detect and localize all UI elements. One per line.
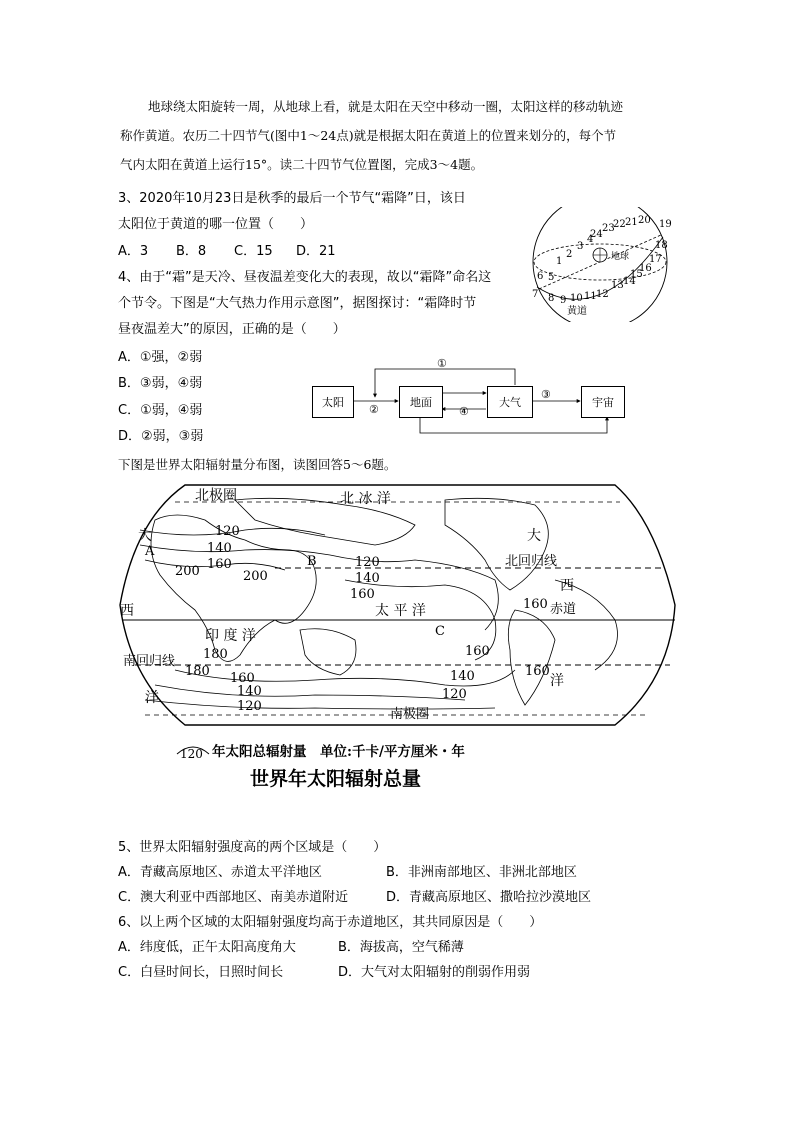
q3-option-a: A．3 [118,244,149,259]
q5-option-d: D．青藏高原地区、撒哈拉沙漠地区 [386,890,592,905]
intro-line-2: 称作黄道。农历二十四节气(图中1～24点)就是根据太阳在黄道上的位置来划分的，每个节 [120,128,617,143]
term-10: 10 [570,293,583,304]
point-a-label: A [145,544,155,559]
term-9: 9 [560,295,567,306]
term-18: 18 [655,240,668,251]
intro-line-3: 气内太阳在黄道上运行15°。读二十四节气位置图，完成3～4题。 [120,157,484,172]
term-17: 17 [649,254,662,265]
term-5: 5 [548,272,555,283]
arrow-label-2: ② [369,403,379,416]
continent-da-left: 大 [138,528,152,544]
arrow-label-1: ① [437,357,447,370]
term-20: 20 [638,215,651,226]
term-24: 24 [590,229,603,240]
ground-box: 地面 [399,386,443,418]
xi-right-label: 西 [560,578,574,594]
point-c-label: C [435,624,445,639]
indian-ocean-label: 印 度 洋 [205,628,256,644]
term-7: 7 [532,289,539,300]
isoline-200-b: 200 [243,569,268,584]
intro-line-1: 地球绕太阳旋转一周，从地球上看，就是太阳在天空中移动一圈，太阳这样的移动轨迹 [148,99,624,114]
term-21: 21 [625,217,638,228]
term-14: 14 [623,276,636,287]
q4-option-a: A．①强，②弱 [118,350,203,365]
universe-box: 宇宙 [581,386,625,418]
isoline-140-a: 140 [207,541,232,556]
antarctic-circle-label: 南极圈 [390,707,430,722]
term-22: 22 [613,219,626,230]
isoline-180-a: 180 [203,647,228,662]
term-16: 16 [639,263,652,274]
continent-da-right: 大 [527,528,541,544]
q3-stem-line-1: 3、2020年10月23日是秋季的最后一个节气“霜降”日，该日 [118,191,466,206]
arrow-label-3: ③ [541,388,551,401]
q5-stem: 5、世界太阳辐射强度高的两个区域是（ ） [118,840,387,855]
isoline-160-e: 160 [525,664,550,679]
earth-label: 地球 [611,252,630,262]
q4-stem-line-2: 个节令。下图是“大气热力作用示意图”，据图探讨：“霜降时节 [118,296,477,311]
q6-option-d: D．大气对太阳辐射的削弱作用弱 [338,965,531,980]
isoline-120-c: 120 [237,699,262,714]
term-11: 11 [584,291,597,302]
q3-option-d: D．21 [296,244,336,259]
q4-option-c: C．①弱，④弱 [118,403,203,418]
q5-option-c: C．澳大利亚中西部地区、南美赤道附近 [118,890,349,905]
isoline-120-d: 120 [442,687,467,702]
q3-option-b: B．8 [176,244,207,259]
q5-option-b: B．非洲南部地区、非洲北部地区 [386,865,577,880]
q6-option-a: A．纬度低，正午太阳高度角大 [118,940,296,955]
term-4: 4 [587,234,594,245]
q6-stem: 6、以上两个区域的太阳辐射强度均高于赤道地区，其共同原因是（ ） [118,915,543,930]
map-intro: 下图是世界太阳辐射量分布图，读图回答5～6题。 [118,457,397,472]
term-19: 19 [659,219,672,230]
isoline-200-a: 200 [175,564,200,579]
q4-option-d: D．②弱，③弱 [118,429,204,444]
map-legend-text: 年太阳总辐射量 单位:千卡/平方厘米・年 [212,744,465,760]
legend-isoline-icon [175,740,211,760]
q6-option-c: C．白昼时间长，日照时间长 [118,965,284,980]
term-23: 23 [602,223,615,234]
q5-option-a: A．青藏高原地区、赤道太平洋地区 [118,865,322,880]
ocean-yang-right: 洋 [550,673,564,689]
isoline-160-f: 160 [523,597,548,612]
isoline-140-c: 140 [237,684,262,699]
term-3: 3 [577,241,584,252]
tropic-capricorn-label: 南回归线 [123,654,176,669]
term-1: 1 [556,256,563,267]
isoline-120-b: 120 [355,555,380,570]
term-12: 12 [596,289,609,300]
tropic-cancer-label: 北回归线 [505,554,558,569]
q4-stem-line-1: 4、由于“霜”是天冷、昼夜温差变化大的表现，故以“霜降”命名这 [118,270,492,285]
isoline-140-d: 140 [450,669,475,684]
q3-stem-line-2: 太阳位于黄道的哪一位置（ ） [118,217,314,232]
arctic-ocean-label: 北 冰 洋 [340,491,391,507]
pacific-ocean-label: 太 平 洋 [375,603,426,619]
isoline-120-a: 120 [215,524,240,539]
isoline-180-b: 180 [185,664,210,679]
term-2: 2 [566,249,573,260]
sun-box: 太阳 [312,386,354,418]
legend-value: 120 [180,747,203,760]
term-8: 8 [548,293,555,304]
isoline-160-b: 160 [350,587,375,602]
point-b-label: B [307,554,317,569]
isoline-140-b: 140 [355,571,380,586]
q4-stem-line-3: 昼夜温差大”的原因，正确的是（ ） [118,322,346,337]
isoline-160-a: 160 [207,557,232,572]
atmosphere-box: 大气 [487,386,533,418]
term-6: 6 [537,271,544,282]
term-13: 13 [611,280,624,291]
ecliptic-label: 黄道 [567,306,587,317]
q3-option-c: C．15 [234,244,273,259]
isoline-160-d: 160 [230,671,255,686]
map-title: 世界年太阳辐射总量 [250,768,422,790]
isoline-160-c: 160 [465,644,490,659]
solar-terms-diagram [527,207,677,322]
term-15: 15 [630,269,643,280]
xi-left-label: 西 [120,603,134,619]
world-radiation-map [115,480,680,742]
north-polar-circle-label: 北极圈 [195,488,237,504]
q4-option-b: B．③弱，④弱 [118,376,203,391]
q6-option-b: B．海拔高，空气稀薄 [338,940,464,955]
equator-label: 赤道 [550,602,577,617]
ocean-yang-left: 洋 [145,690,159,706]
arrow-label-4: ④ [459,405,469,418]
